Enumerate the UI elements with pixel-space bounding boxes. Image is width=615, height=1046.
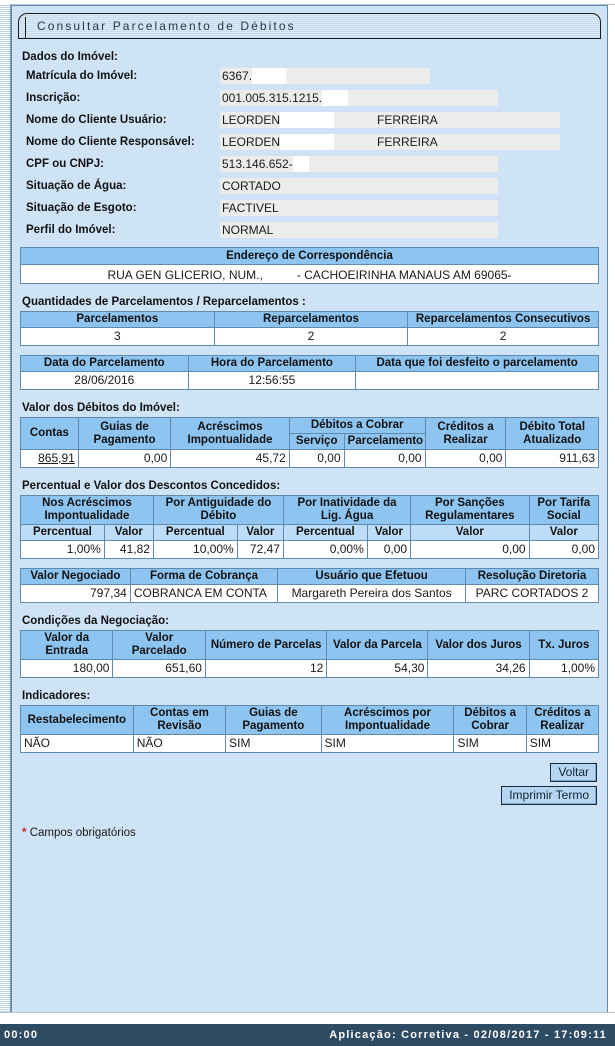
col-reparcelamentos: Reparcelamentos (214, 312, 408, 328)
label-cpf-cnpj: CPF ou CNPJ: (26, 158, 104, 170)
sub-valor-tarifa: Valor (529, 525, 598, 541)
value-valor-entrada: 180,00 (21, 660, 113, 678)
value-cpf-cnpj[interactable]: 513.146.652- (220, 156, 498, 172)
group-antiguidade: Por Antiguidade do Débito (153, 496, 283, 525)
indicators-section (20, 688, 599, 753)
col-reparcelamentos-consecutivos: Reparcelamentos Consecutivos (408, 312, 599, 328)
value-matricula[interactable]: 6367. (220, 68, 430, 84)
value-guias-pagamento: 0,00 (78, 450, 170, 468)
col-parcelamento: Parcelamento (344, 434, 425, 450)
col-data-desfeito: Data que foi desfeito o parcelamento (356, 356, 599, 372)
title-underline (25, 38, 594, 39)
value-sancoes-val: 0,00 (411, 541, 529, 559)
address-line-start: RUA GEN GLICERIO, NUM., (107, 268, 263, 282)
back-button[interactable]: Voltar (550, 763, 597, 782)
value-contas-link[interactable]: 865,91 (21, 450, 79, 468)
value-inscricao[interactable]: 001.005.315.1215. (220, 90, 498, 106)
value-situacao-agua[interactable]: CORTADO (220, 178, 498, 194)
sub-valor-acrescimos: Valor (104, 525, 153, 541)
col-contas: Contas (21, 418, 79, 450)
footer-gap (0, 1012, 615, 1022)
value-valor-negociado: 797,34 (21, 585, 131, 603)
value-servico: 0,00 (289, 450, 344, 468)
field-row-cliente-usuario (20, 110, 599, 130)
value-data-parcelamento: 28/06/2016 (21, 372, 189, 390)
value-hora-parcelamento: 12:56:55 (188, 372, 356, 390)
value-cliente-responsavel-last[interactable]: FERREIRA (375, 134, 560, 150)
col-servico: Serviço (289, 434, 344, 450)
page-title: Consultar Parcelamento de Débitos (37, 19, 296, 33)
debits-title: Valor dos Débitos do Imóvel: (22, 402, 180, 414)
label-perfil-imovel: Perfil do Imóvel: (26, 224, 116, 236)
session-timer: 00:00 (4, 1029, 39, 1041)
value-cliente-responsavel-first[interactable]: LEORDEN (220, 134, 375, 150)
sub-percentual-inatividade: Percentual (283, 525, 367, 541)
indicators-table (20, 705, 599, 753)
field-row-inscricao (20, 88, 599, 108)
value-tx-juros: 1,00% (529, 660, 598, 678)
value-restabelecimento: NÃO (21, 735, 134, 753)
col-usuario-efetuou: Usuário que Efetuou (278, 569, 466, 585)
required-note-text: Campos obrigatórios (29, 827, 136, 839)
col-debitos-a-cobrar: Débitos a Cobrar (289, 418, 425, 434)
quantities-table (20, 311, 599, 346)
value-valor-juros: 34,26 (428, 660, 529, 678)
value-antiguidade-pct: 10,00% (153, 541, 237, 559)
table-header-row (21, 496, 599, 525)
action-button-bar (12, 763, 597, 809)
sub-valor-antiguidade: Valor (237, 525, 283, 541)
col-forma-cobranca: Forma de Cobrança (130, 569, 277, 585)
value-reparcelamentos: 2 (214, 328, 408, 346)
status-bar-info: Aplicação: Corretiva - 02/08/2017 - 17:09:11 (329, 1029, 607, 1041)
value-parcelamento: 0,00 (344, 450, 425, 468)
value-antiguidade-val: 72,47 (237, 541, 283, 559)
value-guias-pagamento-ind: SIM (226, 735, 321, 753)
table-subheader-row (21, 525, 599, 541)
value-perfil-imovel[interactable]: NORMAL (220, 222, 498, 238)
col-parcelamentos: Parcelamentos (21, 312, 215, 328)
col-acrescimos-impontualidade-ind: Acréscimos por Impontualidade (321, 706, 454, 735)
col-debito-total-atualizado: Débito Total Atualizado (506, 418, 599, 450)
value-debitos-cobrar-ind: SIM (454, 735, 526, 753)
group-tarifa-social: Por Tarifa Social (529, 496, 598, 525)
value-numero-parcelas: 12 (205, 660, 326, 678)
page-content (11, 5, 608, 1013)
dates-table (20, 355, 599, 390)
col-resolucao-diretoria: Resolução Diretoria (466, 569, 599, 585)
group-inatividade: Por Inatividade da Lig. Água (283, 496, 410, 525)
table-row (21, 372, 599, 390)
value-cliente-usuario-first[interactable]: LEORDEN (220, 112, 375, 128)
table-row (21, 328, 599, 346)
col-debitos-cobrar-ind: Débitos a Cobrar (454, 706, 526, 735)
value-tarifa-val: 0,00 (529, 541, 598, 559)
conditions-title: Condições da Negociação: (22, 615, 169, 627)
table-row (21, 735, 599, 753)
sub-percentual-antiguidade: Percentual (153, 525, 237, 541)
group-nos-acrescimos: Nos Acréscimos Impontualidade (21, 496, 154, 525)
value-data-desfeito (356, 372, 599, 390)
discounts-section (20, 478, 599, 603)
quantities-title: Quantidades de Parcelamentos / Reparcelamentos : (22, 296, 306, 308)
table-row (21, 450, 599, 468)
value-valor-parcela: 54,30 (327, 660, 428, 678)
label-matricula: Matrícula do Imóvel: (26, 70, 138, 82)
table-header-row (21, 569, 599, 585)
value-forma-cobranca: COBRANCA EM CONTA (130, 585, 277, 603)
table-header-row (21, 312, 599, 328)
title-bar-wrapper (12, 6, 607, 39)
col-contas-revisao: Contas em Revisão (133, 706, 225, 735)
address-header: Endereço de Correspondência (20, 247, 599, 264)
value-inatividade-val: 0,00 (367, 541, 410, 559)
discounts-title: Percentual e Valor dos Descontos Concedidos: (22, 480, 281, 492)
col-creditos-realizar-ind: Créditos a Realizar (526, 706, 598, 735)
window-title-bar (18, 13, 601, 39)
col-valor-entrada: Valor da Entrada (21, 631, 113, 660)
address-value (20, 264, 599, 284)
value-usuario-efetuou: Margareth Pereira dos Santos (278, 585, 466, 603)
conditions-section (20, 613, 599, 678)
value-situacao-esgoto[interactable]: FACTIVEL (220, 200, 498, 216)
value-acrescimos-impontualidade-ind: SIM (321, 735, 454, 753)
value-reparcelamentos-consecutivos: 2 (408, 328, 599, 346)
negotiated-table (20, 568, 599, 603)
required-fields-note (22, 827, 607, 839)
print-term-button[interactable]: Imprimir Termo (501, 786, 597, 805)
col-valor-parcelado: Valor Parcelado (113, 631, 205, 660)
group-sancoes: Por Sanções Regulamentares (411, 496, 529, 525)
col-hora-parcelamento: Hora do Parcelamento (188, 356, 356, 372)
value-resolucao-diretoria: PARC CORTADOS 2 (466, 585, 599, 603)
col-valor-parcela: Valor da Parcela (327, 631, 428, 660)
title-notch (25, 17, 28, 39)
value-acrescimos-val: 41,82 (104, 541, 153, 559)
table-row (21, 660, 599, 678)
col-valor-negociado: Valor Negociado (21, 569, 131, 585)
table-header-row (21, 356, 599, 372)
label-cliente-usuario: Nome do Cliente Usuário: (26, 114, 167, 126)
label-situacao-agua: Situação de Água: (26, 180, 127, 192)
conditions-table (20, 630, 599, 678)
field-row-situacao-esgoto (20, 198, 599, 218)
col-creditos-a-realizar: Créditos a Realizar (425, 418, 506, 450)
field-row-cpf-cnpj (20, 154, 599, 174)
table-row (21, 541, 599, 559)
value-cliente-usuario-last[interactable]: FERREIRA (375, 112, 560, 128)
value-contas-revisao: NÃO (133, 735, 225, 753)
col-guias-pagamento: Guias de Pagamento (78, 418, 170, 450)
quantities-section (20, 294, 599, 390)
field-row-cliente-responsavel (20, 132, 599, 152)
value-acrescimos-pct: 1,00% (21, 541, 105, 559)
indicators-title: Indicadores: (22, 690, 91, 702)
col-data-parcelamento: Data do Parcelamento (21, 356, 189, 372)
sub-valor-inatividade: Valor (367, 525, 410, 541)
table-header-row (21, 706, 599, 735)
value-debito-total: 911,63 (506, 450, 599, 468)
property-data-title: Dados do Imóvel: (22, 51, 118, 63)
value-creditos-a-realizar: 0,00 (425, 450, 506, 468)
field-row-matricula (20, 66, 599, 86)
address-line-end: - CACHOEIRINHA MANAUS AM 69065- (296, 268, 512, 282)
value-parcelamentos: 3 (21, 328, 215, 346)
property-data-section (20, 49, 599, 284)
sub-percentual-acrescimos: Percentual (21, 525, 105, 541)
value-inatividade-pct: 0,00% (283, 541, 367, 559)
table-header-row (21, 631, 599, 660)
label-cliente-responsavel: Nome do Cliente Responsável: (26, 136, 195, 148)
label-situacao-esgoto: Situação de Esgoto: (26, 202, 137, 214)
sub-valor-sancoes: Valor (411, 525, 529, 541)
col-tx-juros: Tx. Juros (529, 631, 598, 660)
table-header-row (21, 418, 599, 434)
discounts-table (20, 495, 599, 559)
col-numero-parcelas: Número de Parcelas (205, 631, 326, 660)
status-bar (0, 1022, 615, 1046)
required-star: * (22, 827, 27, 839)
value-acrescimos-impontualidade: 45,72 (171, 450, 289, 468)
field-row-situacao-agua (20, 176, 599, 196)
field-row-perfil-imovel (20, 220, 599, 240)
value-valor-parcelado: 651,60 (113, 660, 205, 678)
left-rail (0, 4, 11, 1014)
value-creditos-realizar-ind: SIM (526, 735, 598, 753)
table-row (21, 585, 599, 603)
debits-section (20, 400, 599, 468)
label-inscricao: Inscrição: (26, 92, 81, 104)
col-acrescimos-impontualidade: Acréscimos Impontualidade (171, 418, 289, 450)
col-restabelecimento: Restabelecimento (21, 706, 134, 735)
debits-table (20, 417, 599, 468)
col-valor-juros: Valor dos Juros (428, 631, 529, 660)
col-guias-pagamento-ind: Guias de Pagamento (226, 706, 321, 735)
